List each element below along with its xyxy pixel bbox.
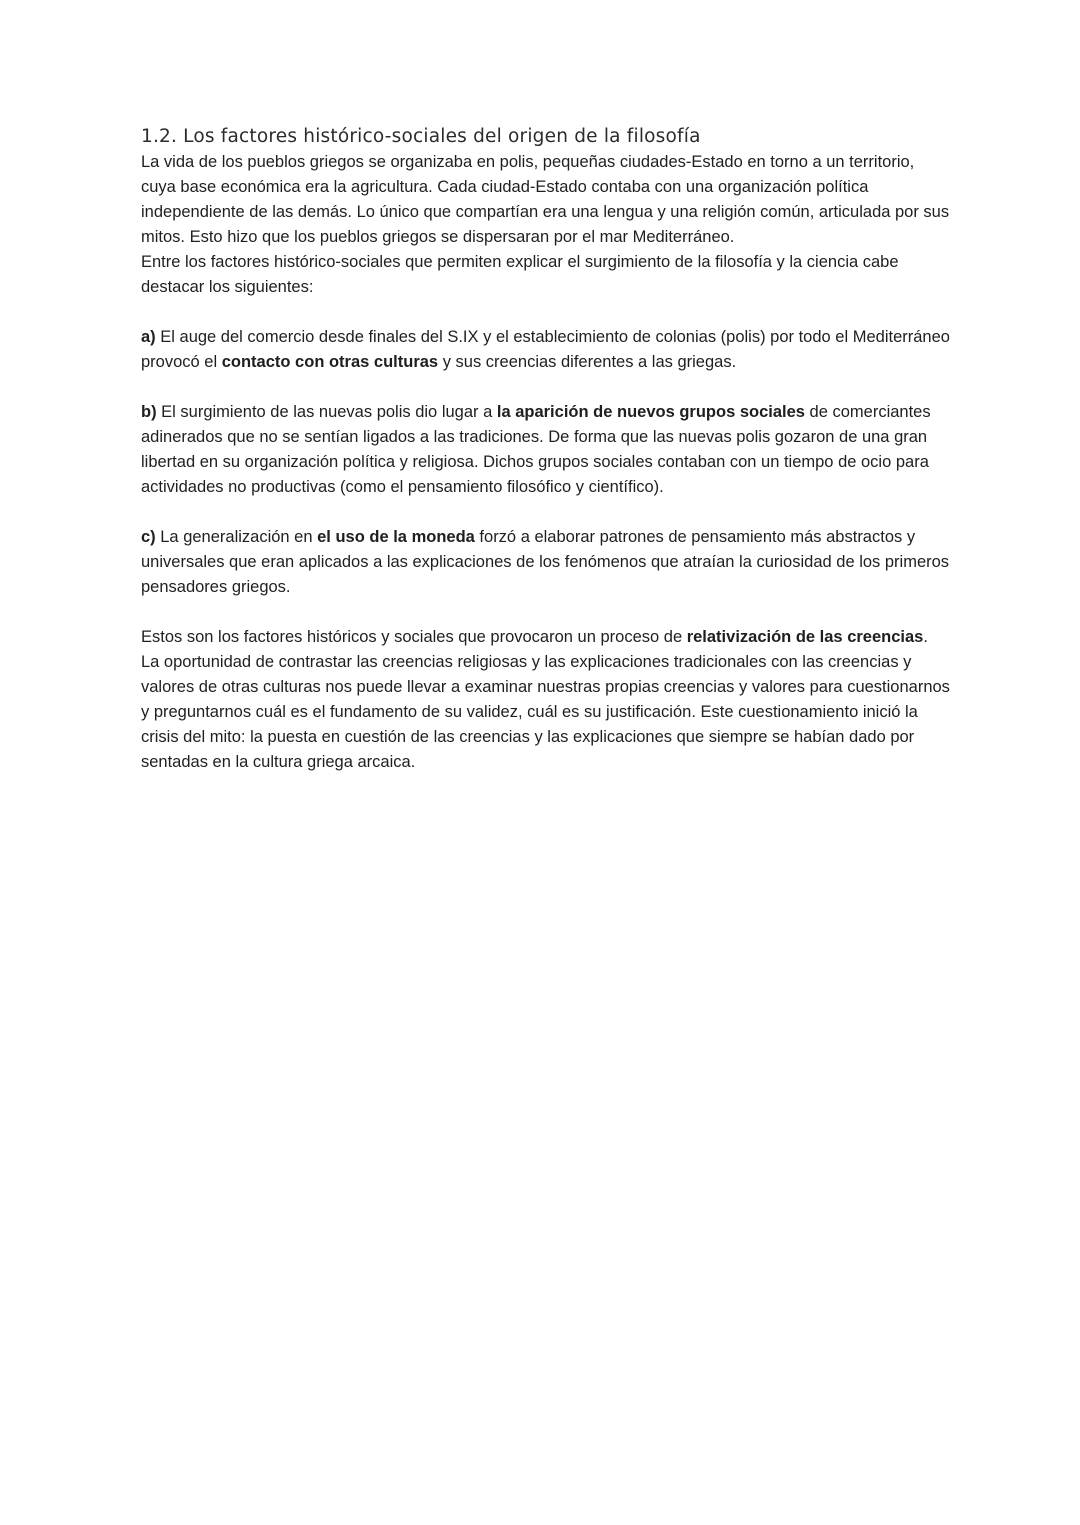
text-run: El auge del comercio desde finales del S.IX y el establecimiento de colonias (polis) por todo el Mediterráneo provocó el [141, 328, 950, 371]
text-run: Entre los factores histórico-sociales que permiten explicar el surgimiento de la filosofía y la ciencia cabe destacar los siguientes: [141, 253, 899, 296]
text-run: forzó a elaborar patrones de pensamiento más abstractos y universales que eran aplicados a las explicaciones de los fenómenos que atraían la curiosidad de los primeros pensadores griegos. [141, 528, 950, 596]
bold-text-run: a) [141, 328, 156, 346]
text-run: de comerciantes adinerados que no se sentían ligados a las tradiciones. De forma que las nuevas polis gozaron de una gran libertad en su organización política y religiosa. Dichos grupos sociales contaban con un tiempo de ocio para actividades no productivas (como el pensamiento filosófico y científico). [141, 403, 931, 496]
bold-text-run: la aparición de nuevos grupos sociales [496, 403, 805, 421]
document-text-block [141, 124, 950, 775]
text-run: El surgimiento de las nuevas polis dio lugar a [156, 403, 497, 421]
paragraph-list [141, 150, 950, 775]
text-run: La generalización en [155, 528, 318, 546]
bold-text-run: c) [141, 528, 156, 546]
bold-text-run: relativización de las creencias [686, 628, 924, 646]
bold-text-run: contacto con otras culturas [221, 353, 439, 371]
bold-text-run: el uso de la moneda [317, 528, 475, 546]
text-run: La vida de los pueblos griegos se organizaba en polis, pequeñas ciudades-Estado en torno a un territorio, cuya base económica era la agricultura. Cada ciudad-Estado contaba con una organización política independiente de las demás. Lo único que compartían era una lengua y una religión común, articulada por sus mitos. Esto hizo que los pueblos griegos se dispersaran por el mar Mediterráneo. [141, 153, 950, 246]
paragraph-intro [141, 150, 950, 250]
section-heading: 1.2. Los factores histórico-sociales del origen de la filosofía [141, 126, 701, 147]
paragraph-factor-c [141, 525, 950, 600]
paragraph-conclusion [141, 625, 950, 775]
text-run: y sus creencias diferentes a las griegas. [438, 353, 737, 371]
paragraph-factor-b [141, 400, 950, 500]
paragraph-factor-a [141, 325, 950, 375]
text-run: . La oportunidad de contrastar las creencias religiosas y las explicaciones tradicionales con las creencias y valores de otras culturas nos puede llevar a examinar nuestras propias creencias y valores para cuestionarnos y preguntarnos cuál es el fundamento de su validez, cuál es su justificación. Este cuestionamiento inició la crisis del mito: la puesta en cuestión de las creencias y las explicaciones que siempre se habían dado por sentadas en la cultura griega arcaica. [141, 628, 950, 771]
text-run: Estos son los factores históricos y sociales que provocaron un proceso de [141, 628, 687, 646]
bold-text-run: b) [141, 403, 157, 421]
paragraph-factores-lead [141, 250, 950, 300]
